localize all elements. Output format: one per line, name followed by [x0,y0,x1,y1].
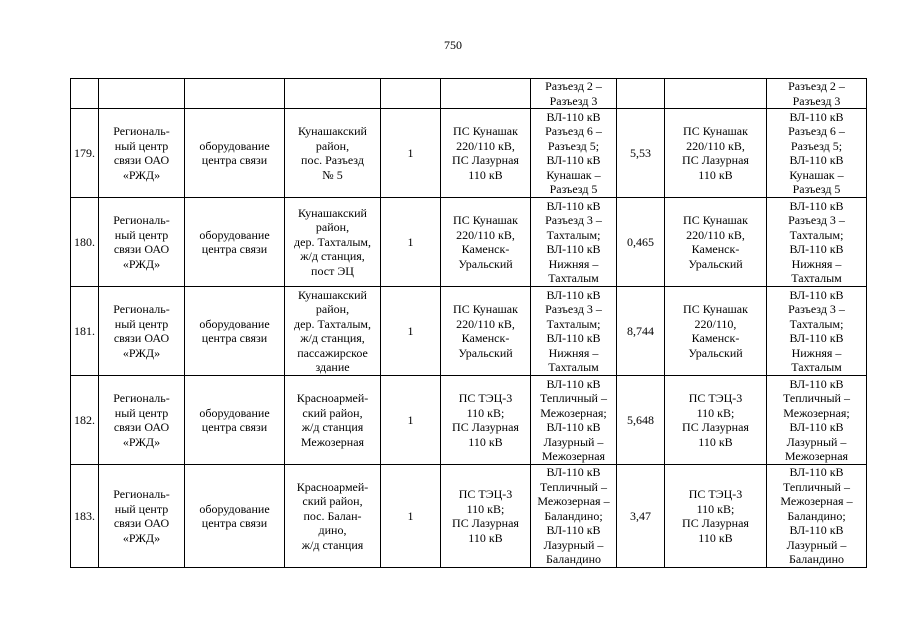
cell-number: 182. [71,376,99,465]
cell-source-2: ПС ТЭЦ-3 110 кВ; ПС Лазурная 110 кВ [665,465,767,568]
cell-number: 179. [71,109,99,198]
page-number: 750 [444,38,462,52]
cell-organization [99,79,185,109]
cell-object: оборудование центра связи [185,109,285,198]
table-row [71,376,867,465]
cell-line-2: ВЛ-110 кВ Тепличный – Межозерная; ВЛ-110 кВ Лазурный – Межозерная [767,376,867,465]
cell-power: 5,648 [617,376,665,465]
cell-source-2: ПС Кунашак 220/110 кВ, Каменск- Уральский [665,198,767,287]
data-table [70,78,867,568]
cell-source: ПС Кунашак 220/110 кВ, Каменск- Уральский [441,198,531,287]
cell-category: 1 [381,198,441,287]
cell-power: 8,744 [617,287,665,376]
table-row [71,287,867,376]
cell-line-2: ВЛ-110 кВ Разъезд 6 – Разъезд 5; ВЛ-110 кВ Кунашак – Разъезд 5 [767,109,867,198]
cell-object: оборудование центра связи [185,376,285,465]
cell-organization: Региональ- ный центр связи ОАО «РЖД» [99,287,185,376]
table-row [71,465,867,568]
cell-organization: Региональ- ный центр связи ОАО «РЖД» [99,109,185,198]
cell-location: Красноармей- ский район, ж/д станция Межозерная [285,376,381,465]
cell-line-2: ВЛ-110 кВ Разъезд 3 – Тахталым; ВЛ-110 кВ Нижняя – Тахталым [767,198,867,287]
cell-source-2 [665,79,767,109]
cell-category: 1 [381,465,441,568]
table-row [71,109,867,198]
cell-power: 5,53 [617,109,665,198]
cell-object: оборудование центра связи [185,287,285,376]
table-row [71,198,867,287]
cell-line: ВЛ-110 кВ Разъезд 3 – Тахталым; ВЛ-110 кВ Нижняя – Тахталым [531,198,617,287]
cell-line-2: Разъезд 2 – Разъезд 3 [767,79,867,109]
cell-category [381,79,441,109]
cell-power [617,79,665,109]
cell-source: ПС Кунашак 220/110 кВ, ПС Лазурная 110 кВ [441,109,531,198]
cell-power: 0,465 [617,198,665,287]
cell-category: 1 [381,109,441,198]
cell-number: 183. [71,465,99,568]
cell-category: 1 [381,287,441,376]
cell-source [441,79,531,109]
cell-source-2: ПС Кунашак 220/110 кВ, ПС Лазурная 110 кВ [665,109,767,198]
cell-source-2: ПС ТЭЦ-3 110 кВ; ПС Лазурная 110 кВ [665,376,767,465]
cell-category: 1 [381,376,441,465]
cell-line-2: ВЛ-110 кВ Тепличный – Межозерная – Баландино; ВЛ-110 кВ Лазурный – Баландино [767,465,867,568]
cell-line: Разъезд 2 – Разъезд 3 [531,79,617,109]
cell-line-2: ВЛ-110 кВ Разъезд 3 – Тахталым; ВЛ-110 кВ Нижняя – Тахталым [767,287,867,376]
cell-number: 181. [71,287,99,376]
table-row-continuation [71,79,867,109]
cell-source: ПС ТЭЦ-3 110 кВ; ПС Лазурная 110 кВ [441,465,531,568]
cell-location: Красноармей- ский район, пос. Балан- дино, ж/д станция [285,465,381,568]
cell-object: оборудование центра связи [185,198,285,287]
cell-power: 3,47 [617,465,665,568]
cell-object: оборудование центра связи [185,465,285,568]
cell-line: ВЛ-110 кВ Разъезд 3 – Тахталым; ВЛ-110 кВ Нижняя – Тахталым [531,287,617,376]
cell-location: Кунашакский район, дер. Тахталым, ж/д станция, пассажирское здание [285,287,381,376]
cell-location: Кунашакский район, пос. Разъезд № 5 [285,109,381,198]
cell-line: ВЛ-110 кВ Тепличный – Межозерная; ВЛ-110 кВ Лазурный – Межозерная [531,376,617,465]
cell-source: ПС Кунашак 220/110 кВ, Каменск- Уральский [441,287,531,376]
cell-organization: Региональ- ный центр связи ОАО «РЖД» [99,376,185,465]
cell-organization: Региональ- ный центр связи ОАО «РЖД» [99,198,185,287]
cell-number [71,79,99,109]
cell-object [185,79,285,109]
cell-location: Кунашакский район, дер. Тахталым, ж/д станция, пост ЭЦ [285,198,381,287]
cell-source: ПС ТЭЦ-3 110 кВ; ПС Лазурная 110 кВ [441,376,531,465]
cell-location [285,79,381,109]
cell-source-2: ПС Кунашак 220/110, Каменск- Уральский [665,287,767,376]
cell-number: 180. [71,198,99,287]
cell-line: ВЛ-110 кВ Разъезд 6 – Разъезд 5; ВЛ-110 кВ Кунашак – Разъезд 5 [531,109,617,198]
cell-organization: Региональ- ный центр связи ОАО «РЖД» [99,465,185,568]
cell-line: ВЛ-110 кВ Тепличный – Межозерная – Баландино; ВЛ-110 кВ Лазурный – Баландино [531,465,617,568]
